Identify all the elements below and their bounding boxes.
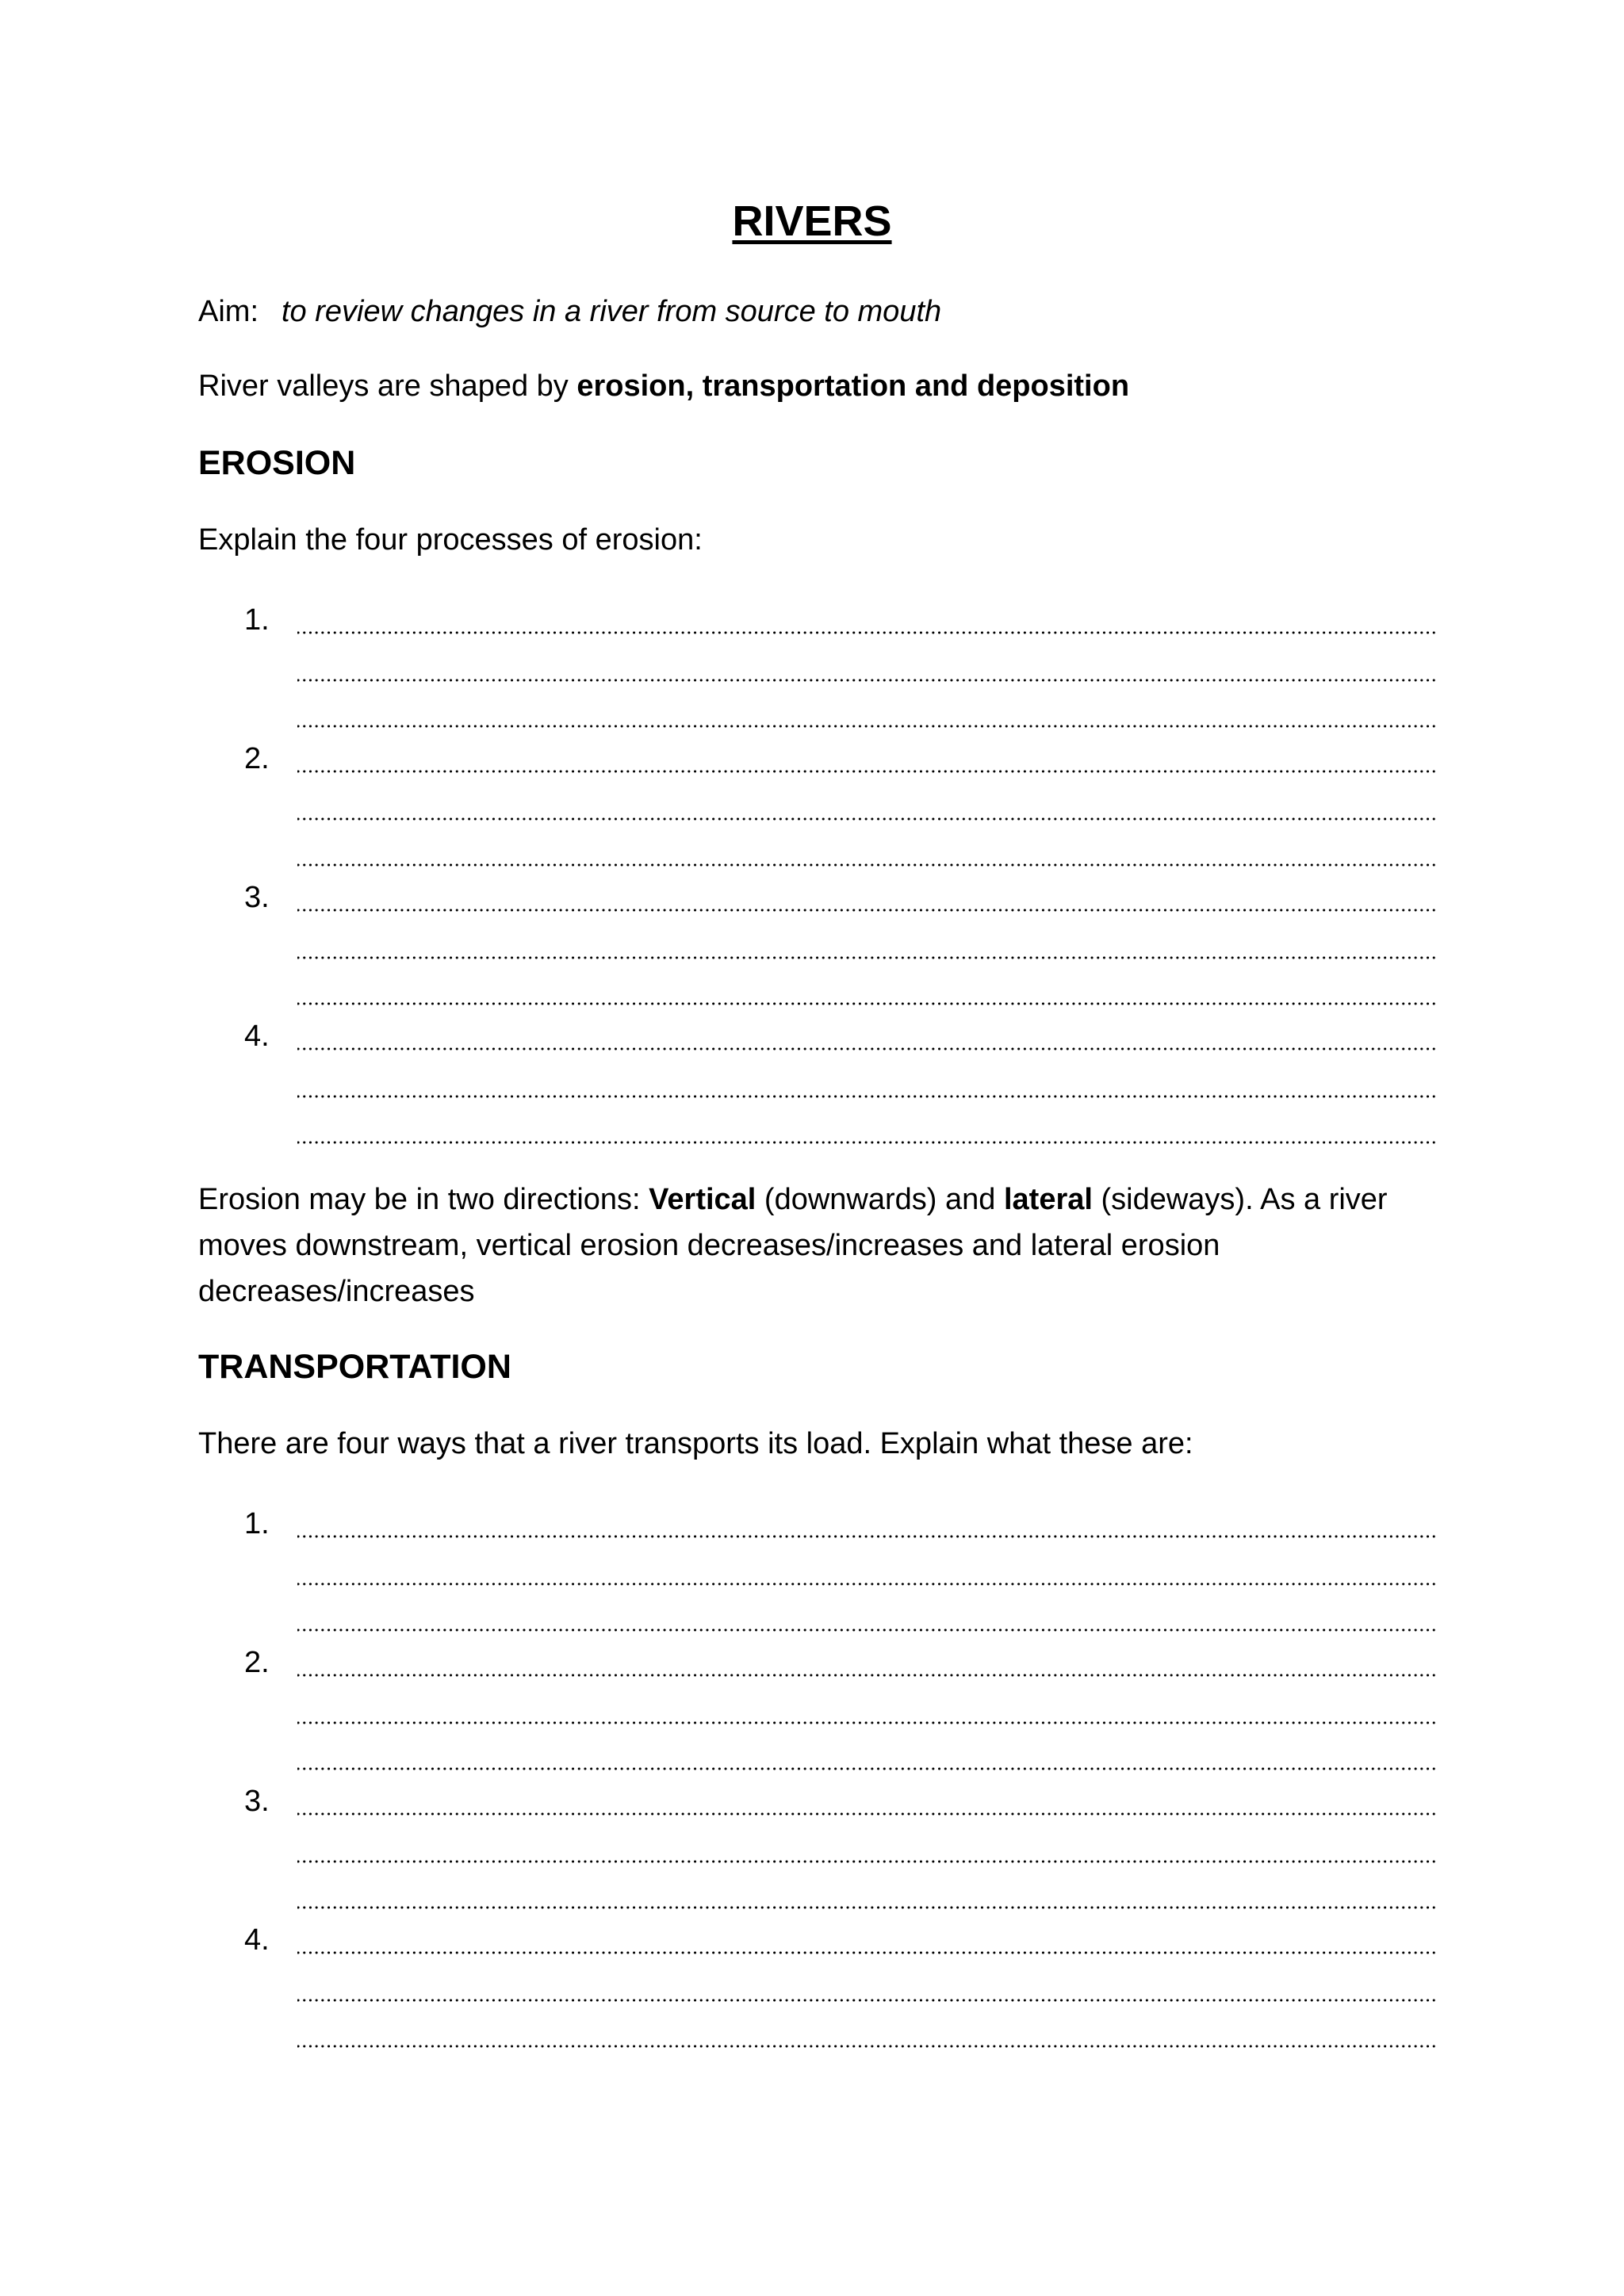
item-number: 2. (244, 742, 270, 775)
erosion-answer-item (0, 735, 1624, 874)
answer-line[interactable] (297, 1767, 1435, 1770)
answer-line[interactable] (297, 1999, 1435, 2002)
item-number: 2. (244, 1646, 270, 1679)
answer-line[interactable] (297, 817, 1435, 821)
intro-line (198, 369, 1129, 404)
transportation-prompt: There are four ways that a river transports its load. Explain what these are: (198, 1427, 1193, 1460)
answer-line[interactable] (297, 956, 1435, 959)
erosion-answer-list (0, 596, 1624, 1151)
answer-line[interactable] (297, 725, 1435, 728)
transportation-heading: TRANSPORTATION (198, 1348, 511, 1386)
answer-line[interactable] (297, 631, 1435, 634)
vertical-bold-text: Vertical (649, 1183, 756, 1216)
answer-line[interactable] (297, 679, 1435, 682)
answer-line[interactable] (297, 1535, 1435, 1538)
erosion-prompt: Explain the four processes of erosion: (198, 523, 703, 557)
answer-line[interactable] (297, 1906, 1435, 1909)
answer-line[interactable] (297, 1582, 1435, 1586)
item-number: 1. (244, 1507, 270, 1540)
item-number: 4. (244, 1020, 270, 1053)
aim-line (198, 295, 941, 329)
paragraph-text: (downwards) and (756, 1183, 1004, 1216)
answer-line[interactable] (297, 1095, 1435, 1098)
answer-line[interactable] (297, 1812, 1435, 1816)
answer-line[interactable] (297, 2045, 1435, 2048)
intro-bold-text: erosion, transportation and deposition (576, 369, 1130, 403)
paragraph-text: Erosion may be in two directions: (198, 1183, 649, 1216)
page-title: RIVERS (732, 197, 892, 245)
answer-line[interactable] (297, 1047, 1435, 1050)
transportation-answer-item (0, 1777, 1624, 1916)
erosion-answer-item (0, 596, 1624, 735)
transportation-answer-item (0, 1500, 1624, 1639)
answer-line[interactable] (297, 770, 1435, 773)
erosion-direction-paragraph (198, 1177, 1435, 1314)
intro-text: River valleys are shaped by (198, 369, 577, 403)
answer-line[interactable] (297, 1721, 1435, 1724)
transportation-answer-list (0, 1500, 1624, 2055)
answer-line[interactable] (297, 1674, 1435, 1677)
answer-line[interactable] (297, 863, 1435, 867)
erosion-answer-item (0, 874, 1624, 1012)
item-number: 4. (244, 1923, 270, 1957)
transportation-answer-item (0, 1639, 1624, 1777)
lateral-bold-text: lateral (1003, 1183, 1093, 1216)
answer-line[interactable] (297, 1141, 1435, 1144)
item-number: 3. (244, 1785, 270, 1818)
answer-line[interactable] (297, 909, 1435, 912)
item-number: 1. (244, 603, 270, 637)
paragraph-text: (sideways). As a river moves downstream, vertical erosion decreases/increases and lateral erosion decreases/increases (198, 1183, 1388, 1308)
answer-line[interactable] (297, 1002, 1435, 1005)
answer-line[interactable] (297, 1951, 1435, 1954)
aim-label: Aim: (198, 295, 259, 328)
transportation-answer-item (0, 1916, 1624, 2055)
erosion-heading: EROSION (198, 444, 356, 482)
item-number: 3. (244, 881, 270, 914)
aim-text: to review changes in a river from source to mouth (282, 295, 942, 328)
answer-line[interactable] (297, 1628, 1435, 1632)
answer-line[interactable] (297, 1860, 1435, 1863)
erosion-answer-item (0, 1012, 1624, 1151)
